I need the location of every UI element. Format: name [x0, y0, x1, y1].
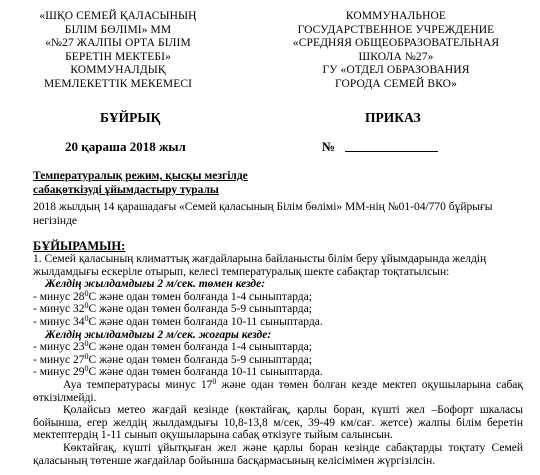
order-number-sign: №: [322, 139, 336, 154]
air-temperature-paragraph: Ауа температурасы минус $17^0$ және одан төмен болған кезде мектеп оқушыларына сабақ: [63, 376, 523, 391]
order-title-ru: ПРИКАЗ: [365, 110, 421, 125]
header-left-line: БЕРЕТІН МЕКТЕБІ»: [65, 50, 171, 63]
order-heading: БҰЙЫРАМЫН:: [33, 239, 126, 253]
weather-paragraph-line: мектептердің 1-11 сынып оқушыларына сабақ өткізуге тыйым салынсын.: [33, 429, 393, 442]
wind-high-item: - минус $27^0С$ және одан төмен болғанда 5-9 сыныптарда;: [33, 351, 312, 366]
point-1-line: 1. Семей қаласының климаттық жағдайларына байланысты білім беру ұйымдарында желдің: [33, 253, 487, 265]
order-body: [33, 253, 523, 467]
order-number-blank: [345, 151, 438, 152]
header-right-line: ШКОЛА №27»: [358, 50, 434, 63]
last-paragraph-line: қаласының төтенше жағдайлар бойынша басқармасының келісімімен жүргізілсін.: [33, 454, 436, 467]
header-right-line: КОММУНАЛЬНОЕ: [345, 10, 447, 22]
header-left-kz: [12, 10, 224, 92]
header-left-line: «ШҚО СЕМЕЙ ҚАЛАСЫНЫҢ: [39, 10, 197, 22]
header-left-line: «№27 ЖАЛПЫ ОРТА БІЛІМ: [45, 37, 191, 50]
point-1-line: жылдамдығы ескеріле отырып, келесі температуралық шекте сабақтар тоқтатылсын:: [33, 265, 450, 278]
wind-low-item: - минус $34^0С$ және одан төмен болғанда 10-11 сыныптарда.: [33, 313, 323, 328]
header-right-ru: [262, 10, 530, 92]
wind-low-item: - минус $28^0С$ және одан төмен болғанда 1-4 сыныптарда;: [33, 288, 312, 303]
subject-line: сабақөткізуді ұйымдастыру туралы: [33, 183, 219, 196]
air-temperature-paragraph-end: өткізілмейді.: [33, 391, 97, 404]
header-right-line: ГУ «ОТДЕЛ ОБРАЗОВАНИЯ: [322, 64, 470, 77]
weather-paragraph-line: бойынша, егер желдің жылдамдығы 10,8-13,8 м/сек, 39-49 км/сағ. жетсе) жалпы білім беретін: [33, 416, 523, 429]
header-right-line: «СРЕДНЯЯ ОБЩЕОБРАЗОВАТЕЛЬНАЯ: [292, 37, 500, 50]
header-left-line: КОММУНАЛДЫҚ: [70, 64, 166, 77]
weather-paragraph-line: Қолайсыз метео жағдай кезінде (көктайғақ, қарлы боран, күшті жел –Бофорт шкаласы: [63, 404, 523, 417]
wind-high-item: - минус $29^0С$ және одан төмен болғанда 10-11 сыныптарда.: [33, 364, 323, 379]
header-right-line: ГОРОДА СЕМЕЙ ВКО»: [335, 77, 457, 90]
wind-low-heading: Желдің жылдамдығы 2 м/сек. төмен кезде:: [45, 278, 266, 291]
order-basis: 2018 жылдың 14 қарашадағы «Семей қаласының Білім бөлімі» ММ-нің №01-04/770 бұйрығы негізінде: [33, 201, 493, 227]
order-subject: [33, 170, 248, 197]
header-left-line: БІЛІМ БӨЛІМІ» ММ: [64, 23, 172, 36]
order-date: 20 қараша 2018 жыл: [65, 139, 186, 154]
order-title-kz: БҰЙРЫҚ: [100, 110, 161, 125]
wind-high-item: - минус $23^0С$ және одан төмен болғанда 1-4 сыныптарда;: [33, 339, 312, 354]
header-left-line: МЕМЛЕКЕТТІК МЕКЕМЕСІ: [43, 77, 193, 90]
wind-high-heading: Желдің жылдамдығы 2 м/сек. жоғары кезде:: [45, 328, 272, 341]
wind-low-item: - минус $32^0С$ және одан төмен болғанда 5-9 сыныптарда;: [33, 301, 312, 316]
header-right-line: ГОСУДАРСТВЕННОЕ УЧРЕЖДЕНИЕ: [297, 23, 495, 36]
last-paragraph-line: Көктайғақ, күшті ұйытқыған жел және қарлы боран кезінде сабақтарды тоқтату Семей: [63, 441, 523, 454]
subject-line: Температуралық режим, қысқы мезгілде: [33, 170, 248, 182]
